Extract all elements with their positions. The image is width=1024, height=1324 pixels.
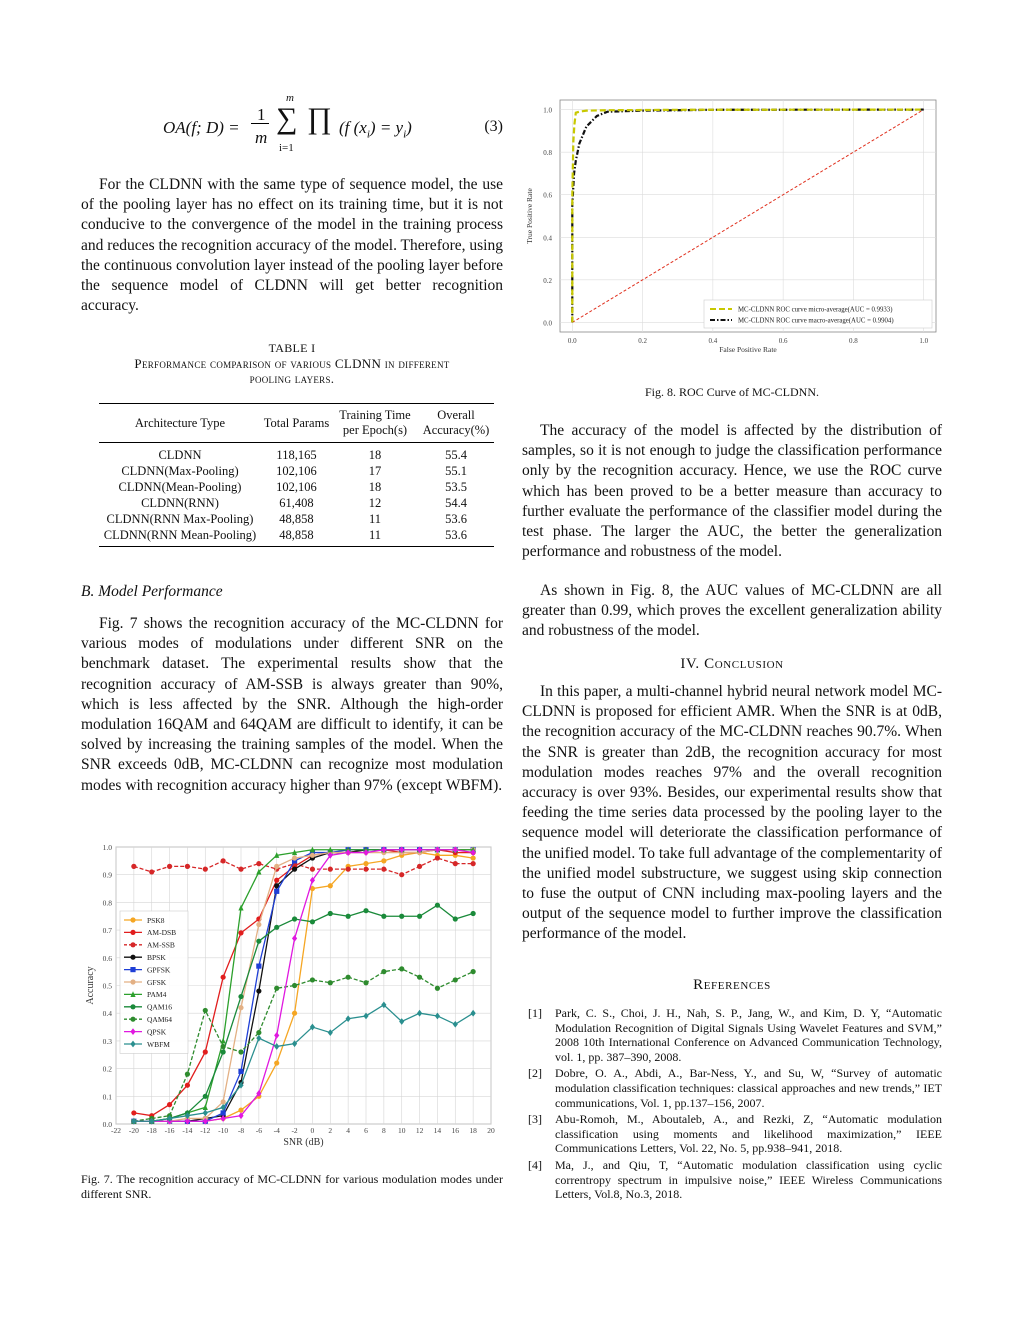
data-point <box>256 861 261 866</box>
table-row <box>99 511 494 527</box>
data-point <box>167 1102 172 1107</box>
data-point <box>310 919 315 924</box>
figure-8-roc-chart <box>522 95 942 365</box>
data-point <box>292 855 297 860</box>
table-cell: 53.5 <box>445 480 467 494</box>
equation-sum-top: m <box>286 92 294 104</box>
legend-marker <box>130 1004 135 1009</box>
table-cell: CLDNN <box>158 448 202 462</box>
reference-text: Abu-Romoh, M., Aboutaleb, A., and Rezki, Z, “Automatic modulation classification using moments and likelihood maximization,” IEEE Communications Letters, Vol. 22, No. 5, pp.938–941, 2018. <box>555 1112 942 1156</box>
legend-marker <box>130 930 135 935</box>
data-point <box>238 1049 243 1054</box>
data-point <box>274 986 279 991</box>
y-tick-label: 1.0 <box>543 106 552 115</box>
references-list <box>522 1006 942 1204</box>
data-point <box>346 914 351 919</box>
data-point <box>471 855 476 860</box>
x-tick-label: -12 <box>200 1126 211 1135</box>
data-point <box>381 969 386 974</box>
y-tick-label: 0.2 <box>102 1064 112 1074</box>
data-point <box>238 1005 243 1010</box>
sum-symbol: ∑ <box>276 102 298 135</box>
equation-number: (3) <box>484 118 503 135</box>
data-point <box>435 903 440 908</box>
table-header-row <box>99 404 494 443</box>
data-point <box>417 914 422 919</box>
table-row <box>99 443 494 464</box>
data-point <box>238 1108 243 1113</box>
table-caption-line2: pooling layers. <box>249 371 335 386</box>
conclusion-paragraph: In this paper, a multi-channel hybrid neural network model MC-CLDNN is proposed for efficient AMR. When the SNR is at 0dB, the recognition accuracy of the MC-CLDNN reaches 90.7%. When the SNR is greater than 2dB, the recognition accuracy for most modulation modes reaches 97% and the overall recognition accuracy is over 93%. Besides, our experimental results show that feeding the time series data processed by the pooling layer to the sequence model will deteriorate the classification performance of the unified model. To take full advantage of the complementarity of the unified model substructure, we suggest using skip connection to fuse the output of CNN including max-pooling layers and the output of the sequence model to further improve the classification performance of the model. <box>522 683 943 943</box>
equation-sum-bottom: i=1 <box>279 142 294 154</box>
data-point <box>185 1083 190 1088</box>
table-cell: CLDNN(RNN) <box>141 496 219 510</box>
section-b-heading: B. Model Performance <box>81 583 223 600</box>
data-point <box>417 975 422 980</box>
data-point <box>131 1110 136 1115</box>
data-point <box>435 986 440 991</box>
reference-text: Dobre, O. A., Abdi, A., Bar-Ness, Y., and Su, W, “Survey of automatic modulation classification techniques: classical approaches and new trends,” IET communications, Vol. 1, pp.137–156, 2007. <box>555 1066 942 1110</box>
x-tick-label: 1.0 <box>919 337 929 345</box>
x-tick-label: 18 <box>469 1126 477 1135</box>
reference-number: [3] <box>528 1112 542 1127</box>
performance-table <box>99 403 494 547</box>
x-tick-label: 20 <box>487 1126 495 1135</box>
y-tick-label: 0.9 <box>102 870 112 880</box>
y-tick-label: 0.4 <box>102 1009 112 1019</box>
x-tick-label: 6 <box>364 1126 368 1135</box>
data-point <box>435 855 440 860</box>
y-tick-label: 0.6 <box>102 953 112 963</box>
data-point <box>149 869 154 874</box>
legend-marker <box>130 955 135 960</box>
equation-lhs: OA(f; D) = <box>163 118 240 137</box>
x-tick-label: 12 <box>415 1126 424 1135</box>
x-tick-label: 0.8 <box>849 337 858 345</box>
x-tick-label: -20 <box>128 1126 139 1135</box>
data-point <box>203 1094 208 1099</box>
legend-label: QPSK <box>147 1027 167 1037</box>
x-tick-label: 0.0 <box>567 337 577 345</box>
y-tick-label: 0.1 <box>102 1092 112 1102</box>
data-point <box>238 867 243 872</box>
data-point <box>381 867 386 872</box>
data-point <box>292 916 297 921</box>
x-axis-label: SNR (dB) <box>283 1137 324 1148</box>
data-point <box>185 1072 190 1077</box>
data-point <box>453 861 458 866</box>
table-row <box>99 527 494 547</box>
x-tick-label: 0.4 <box>708 337 718 345</box>
table-row <box>99 479 494 495</box>
y-tick-label: 0.8 <box>102 898 112 908</box>
data-point <box>256 964 261 969</box>
legend-label: PAM4 <box>147 990 167 1000</box>
data-point <box>346 975 351 980</box>
header-overall-accuracy: Overall Accuracy(%) <box>418 404 494 443</box>
data-point <box>256 939 261 944</box>
data-point <box>221 1044 226 1049</box>
y-tick-label: 0.4 <box>543 234 552 243</box>
data-point <box>292 1011 297 1016</box>
right-paragraph-1: The accuracy of the model is affected by the distribution of samples, so it is not enough to judge the classification performance only by the recognition accuracy. Hence, we use the ROC curve which has been proved to be a better measure than accuracy to further evaluate the performance of the classifier model during the test phase. The larger the AUC, the better the generalization performance and robustness of the model. <box>522 422 942 561</box>
legend-label: WBFM <box>147 1039 170 1049</box>
data-point <box>238 994 243 999</box>
x-tick-label: -10 <box>218 1126 229 1135</box>
x-tick-label: 16 <box>451 1126 460 1135</box>
data-point <box>274 878 279 883</box>
table-cell: 53.6 <box>445 512 467 526</box>
x-tick-label: -2 <box>291 1126 298 1135</box>
data-point <box>167 864 172 869</box>
fraction-bar <box>251 123 269 124</box>
reference-text: Ma, J., and Qiu, T, “Automatic modulation classification using cyclic correntropy spectrum in impulsive noise,” IEEE Wireless Communications Letters, Vol.8, No.3, 2018. <box>555 1157 942 1202</box>
data-point <box>131 864 136 869</box>
header-architecture: Architecture Type <box>99 404 261 443</box>
data-point <box>399 966 404 971</box>
legend-marker <box>130 942 135 947</box>
figure-7-caption: Fig. 7. The recognition accuracy of MC-CLDNN for various modulation modes under different SNR. <box>81 1172 503 1201</box>
legend-label: MC-CLDNN ROC curve micro-average(AUC = 0.9933) <box>738 306 893 314</box>
data-point <box>274 889 279 894</box>
table-cell: 102,106 <box>276 464 317 478</box>
reference-text: Park, C. S., Choi, J. H., Nah, S. P., Jang, W., and Kim, D. Y, “Automatic Modulation Recognition of Digital Signals Using Wavelet Features and SVM,” 2008 10th International Conference on Advanced Communication Technology, vol. 1, pp. 387–390, 2008. <box>555 1006 942 1064</box>
equation-3 <box>81 92 503 160</box>
data-point <box>328 867 333 872</box>
data-point <box>274 1060 279 1065</box>
data-point <box>185 864 190 869</box>
legend-label: PSK8 <box>147 915 165 925</box>
table-cell: CLDNN(RNN Max-Pooling) <box>106 512 254 526</box>
figure-8-caption: Fig. 8. ROC Curve of MC-CLDNN. <box>644 385 819 399</box>
table-cell: CLDNN(Mean-Pooling) <box>118 480 242 494</box>
data-point <box>417 864 422 869</box>
data-point <box>399 872 404 877</box>
legend-label: AM-DSB <box>147 928 177 938</box>
legend-marker <box>130 1017 135 1022</box>
y-tick-label: 0.8 <box>543 149 552 158</box>
data-point <box>381 858 386 863</box>
table-cell: 48,858 <box>261 527 332 547</box>
y-tick-label: 1.0 <box>102 843 112 852</box>
x-tick-label: 8 <box>381 1126 386 1135</box>
figure-7-accuracy-chart <box>81 835 503 1155</box>
legend-marker <box>130 917 135 922</box>
y-axis-label: Accuracy <box>85 966 96 1005</box>
x-tick-label: -8 <box>237 1126 245 1135</box>
y-tick-label: 0.7 <box>102 926 112 936</box>
reference-item <box>522 1066 942 1110</box>
data-point <box>221 1099 226 1104</box>
table-cell: 118,165 <box>276 448 317 462</box>
product-symbol: ∏ <box>307 102 332 135</box>
table-cell: CLDNN(RNN Mean-Pooling) <box>99 527 261 547</box>
equation-body: (f $(x_i) = y_i$) <box>339 118 412 141</box>
data-point <box>310 853 315 858</box>
table-caption-line1: Performance comparison of various CLDNN in different <box>134 356 450 371</box>
legend <box>704 300 932 328</box>
table-cell: 11 <box>332 527 418 547</box>
table-cell: 54.4 <box>445 496 467 510</box>
data-point <box>328 911 333 916</box>
reference-number: [4] <box>528 1157 542 1172</box>
y-tick-label: 0.6 <box>543 191 552 200</box>
x-tick-label: -16 <box>164 1126 175 1135</box>
x-tick-label: 2 <box>328 1126 333 1135</box>
y-tick-label: 0.3 <box>102 1036 112 1046</box>
x-tick-label: 4 <box>346 1126 351 1135</box>
data-point <box>471 969 476 974</box>
legend-label: QAM64 <box>147 1015 173 1024</box>
table-cell: 18 <box>368 480 382 494</box>
left-paragraph-2: Fig. 7 shows the recognition accuracy of the MC-CLDNN for various modes of modulations under different SNR on the benchmark dataset. The experimental results show that the recognition accuracy of AM-SSB is always greater than 90%, which is less affected by the SNR. Although the high-order modulation 16QAM and 64QAM are difficult to identify, it can be solved by increasing the training samples of the model. When the SNR exceeds 0dB, MC-CLDNN can recognize most modulation modes with recognition accuracy higher than 97% (except WBFM). <box>81 615 503 794</box>
legend-label: BPSK <box>147 953 166 962</box>
table-cell: 48,858 <box>279 512 314 526</box>
data-point <box>453 916 458 921</box>
data-point <box>203 1049 208 1054</box>
legend-label: QAM16 <box>147 1002 173 1012</box>
table-cell: 12 <box>368 496 382 510</box>
table-row <box>99 463 494 479</box>
table-cell: 53.6 <box>418 527 494 547</box>
y-tick-label: 0.2 <box>543 276 552 285</box>
legend-label: AM-SSB <box>147 940 175 950</box>
legend-label: MC-CLDNN ROC curve macro-average(AUC = 0.9904) <box>738 317 894 325</box>
x-tick-label: -4 <box>273 1126 280 1135</box>
data-point <box>256 988 261 993</box>
data-point <box>346 867 351 872</box>
table-cell: 102,106 <box>276 480 317 494</box>
data-point <box>292 867 297 872</box>
data-point <box>328 980 333 985</box>
data-point <box>381 914 386 919</box>
references-heading: References <box>693 977 771 993</box>
data-point <box>310 977 315 982</box>
equation-frac-den: m <box>255 128 268 147</box>
header-training-time: Training Time per Epoch(s) <box>332 404 418 443</box>
table-cell: 18 <box>368 448 382 462</box>
x-axis-label: False Positive Rate <box>719 345 777 354</box>
x-tick-label: 14 <box>433 1126 442 1135</box>
table-cell: 17 <box>368 464 382 478</box>
table-cell: 55.4 <box>445 448 467 462</box>
legend-marker <box>130 979 135 984</box>
equation-frac-num: 1 <box>257 105 266 124</box>
table-cell: 61,408 <box>279 496 314 510</box>
legend-marker <box>130 967 135 972</box>
data-point <box>292 983 297 988</box>
conclusion-heading: IV. Conclusion <box>680 656 784 672</box>
data-point <box>238 1069 243 1074</box>
x-tick-label: -18 <box>146 1126 157 1135</box>
data-point <box>471 861 476 866</box>
data-point <box>221 975 226 980</box>
data-point <box>256 1030 261 1035</box>
table-cell: 55.1 <box>445 464 467 478</box>
reference-item <box>522 1158 942 1202</box>
data-point <box>221 1049 226 1054</box>
x-tick-label: 0.2 <box>638 337 647 345</box>
data-point <box>203 867 208 872</box>
data-point <box>453 977 458 982</box>
data-point <box>274 864 279 869</box>
x-tick-label: -6 <box>255 1126 262 1135</box>
y-tick-label: 0.0 <box>543 319 552 328</box>
legend-label: GFSK <box>147 977 167 987</box>
data-point <box>203 1008 208 1013</box>
data-point <box>274 925 279 930</box>
x-tick-label: 10 <box>397 1126 406 1135</box>
left-paragraph-1: For the CLDNN with the same type of sequence model, the use of the pooling layer has no effect on its training time, but it is not conducive to the convergence of the model in the training process and reduces the recognition accuracy of the model. Therefore, using the continuous convolution layer instead of the pooling layer before the sequence model of CLDNN will get better recognition accuracy. <box>81 176 503 315</box>
data-point <box>221 858 226 863</box>
table-cell: 11 <box>368 512 382 526</box>
data-point <box>328 883 333 888</box>
legend <box>120 911 188 1053</box>
reference-item <box>522 1112 942 1156</box>
reference-number: [1] <box>528 1006 542 1020</box>
right-paragraph-2: As shown in Fig. 8, the AUC values of MC-CLDNN are all greater than 0.99, which proves the excellent generalization ability and robustness of the model. <box>522 582 942 640</box>
header-total-params: Total Params <box>261 404 332 443</box>
data-point <box>238 930 243 935</box>
x-tick-label: 0.6 <box>778 337 788 345</box>
data-point <box>363 908 368 913</box>
data-point <box>363 867 368 872</box>
table-cell: CLDNN(Max-Pooling) <box>121 464 239 478</box>
x-tick-label: -22 <box>111 1126 121 1135</box>
reference-item <box>522 1006 942 1064</box>
data-point <box>221 1110 226 1115</box>
data-point <box>256 922 261 927</box>
data-point <box>363 980 368 985</box>
data-point <box>399 914 404 919</box>
data-point <box>471 911 476 916</box>
reference-number: [2] <box>528 1066 542 1081</box>
data-point <box>310 867 315 872</box>
y-axis-label: True Positive Rate <box>525 188 534 244</box>
legend-label: GPFSK <box>147 965 171 975</box>
x-tick-label: 0 <box>310 1126 315 1135</box>
table-row <box>99 495 494 511</box>
x-tick-label: -14 <box>182 1126 193 1135</box>
table-label: TABLE I <box>268 341 316 355</box>
y-tick-label: 0.5 <box>102 981 112 991</box>
data-point <box>363 861 368 866</box>
y-tick-label: 0.0 <box>102 1120 112 1129</box>
